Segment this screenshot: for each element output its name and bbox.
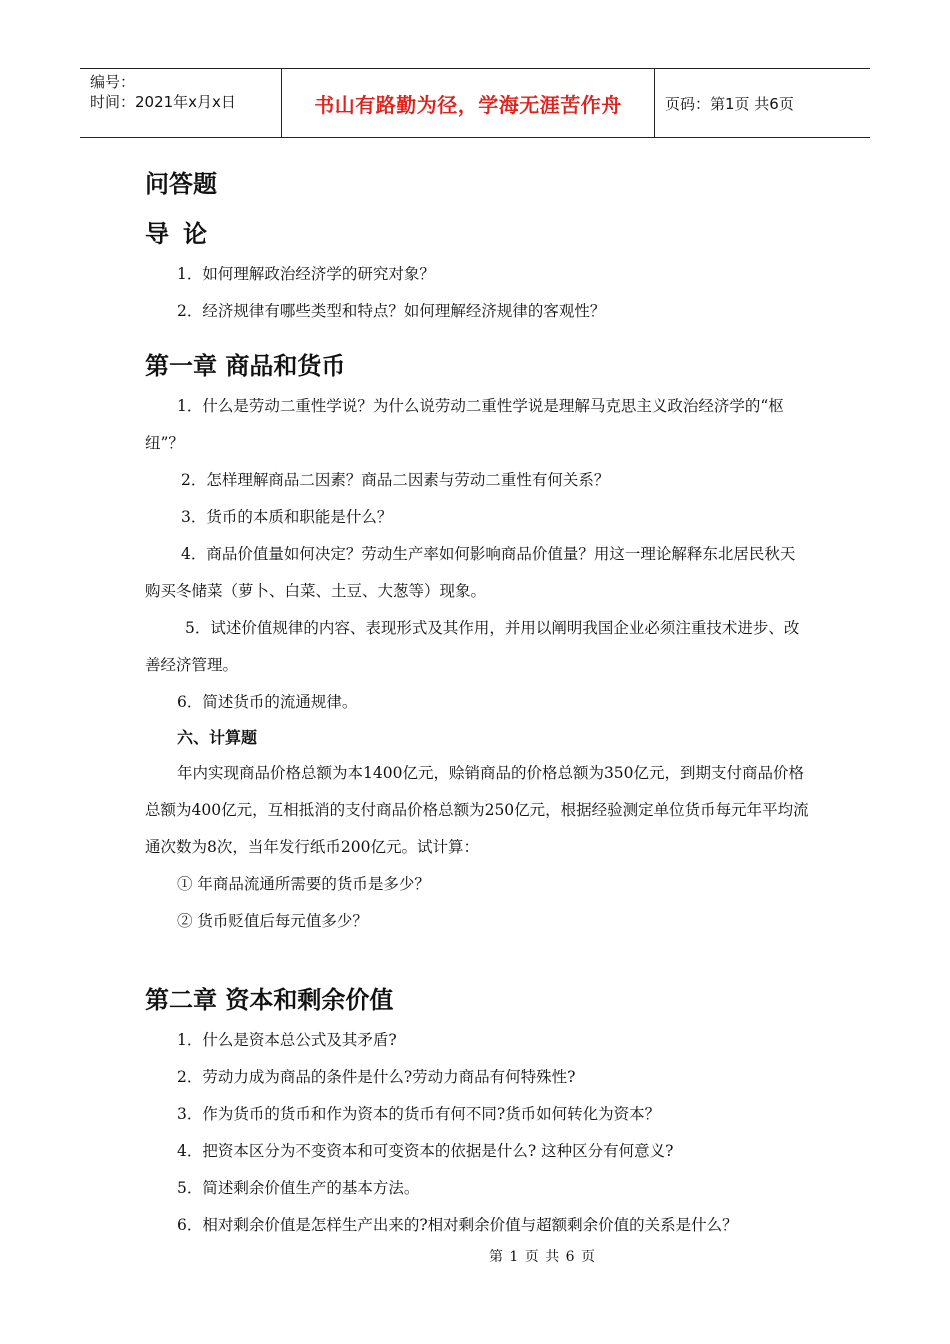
chapter2-question-5: 5．简述剩余价值生产的基本方法。 bbox=[177, 1179, 420, 1197]
chapter1-question-2: 2．怎样理解商品二因素？商品二因素与劳动二重性有何关系？ bbox=[181, 471, 610, 489]
chapter2-question-4: 4．把资本区分为不变资本和可变资本的依据是什么? 这种区分有何意义? bbox=[177, 1142, 674, 1160]
document-header bbox=[80, 68, 870, 138]
chapter1-question-4: 4．商品价值量如何决定？劳动生产率如何影响商品价值量？用这一理论解释东北居民秋天购买冬储菜（萝卜、白菜、土豆、大葱等）现象。 bbox=[145, 545, 796, 600]
chapter2-question-2: 2．劳动力成为商品的条件是什么?劳动力商品有何特殊性? bbox=[177, 1068, 576, 1086]
calc-question-2: ② 货币贬值后每元值多少？ bbox=[177, 912, 368, 930]
header-meta bbox=[80, 69, 282, 137]
header-motto: 书山有路勤为径，学海无涯苦作舟 bbox=[282, 69, 655, 137]
chapter1-question-3: 3．货币的本质和职能是什么？ bbox=[181, 508, 393, 526]
header-page-info: 页码：第1页 共6页 bbox=[665, 94, 794, 113]
chapter1-question-6: 6．简述货币的流通规律。 bbox=[177, 693, 358, 711]
chapter2-title: 第二章 资本和剩余价值 bbox=[145, 986, 394, 1014]
chapter2-question-1: 1．什么是资本总公式及其矛盾? bbox=[177, 1031, 397, 1049]
chapter1-question-5: 5．试述价值规律的内容、表现形式及其作用，并用以阐明我国企业必须注重技术进步、改善经济管理。 bbox=[145, 619, 800, 674]
page-footer bbox=[0, 1246, 950, 1266]
calc-section-title: 六、计算题 bbox=[177, 728, 258, 747]
chapter2-question-6: 6．相对剩余价值是怎样生产出来的?相对剩余价值与超额剩余价值的关系是什么？ bbox=[177, 1216, 738, 1234]
date-label: 时间：2021年x月x日 bbox=[90, 93, 236, 111]
chapter1-question-1: 1．什么是劳动二重性学说？为什么说劳动二重性学说是理解马克思主义政治经济学的“枢纽”？ bbox=[145, 397, 784, 452]
chapter1-title: 第一章 商品和货币 bbox=[145, 352, 346, 380]
calc-question-1: ① 年商品流通所需要的货币是多少？ bbox=[177, 875, 430, 893]
qa-title: 问答题 bbox=[145, 170, 217, 198]
calc-problem-text: 年内实现商品价格总额为本1400亿元，赊销商品的价格总额为350亿元，到期支付商品价格总额为400亿元，互相抵消的支付商品价格总额为250亿元，根据经验测定单位货币每元年平均流通次数为8次，当年发行纸币200亿元。试计算： bbox=[145, 764, 809, 856]
intro-title: 导论 bbox=[145, 220, 221, 248]
intro-question-2: 2．经济规律有哪些类型和特点？如何理解经济规律的客观性？ bbox=[177, 302, 606, 320]
intro-question-1: 1．如何理解政治经济学的研究对象？ bbox=[177, 265, 435, 283]
document-body bbox=[145, 162, 810, 1244]
footer-page-number: 第 1 页 共 6 页 bbox=[488, 1249, 597, 1265]
chapter2-question-3: 3．作为货币的货币和作为资本的货币有何不同?货币如何转化为资本？ bbox=[177, 1105, 661, 1123]
number-label: 编号： bbox=[90, 73, 136, 91]
